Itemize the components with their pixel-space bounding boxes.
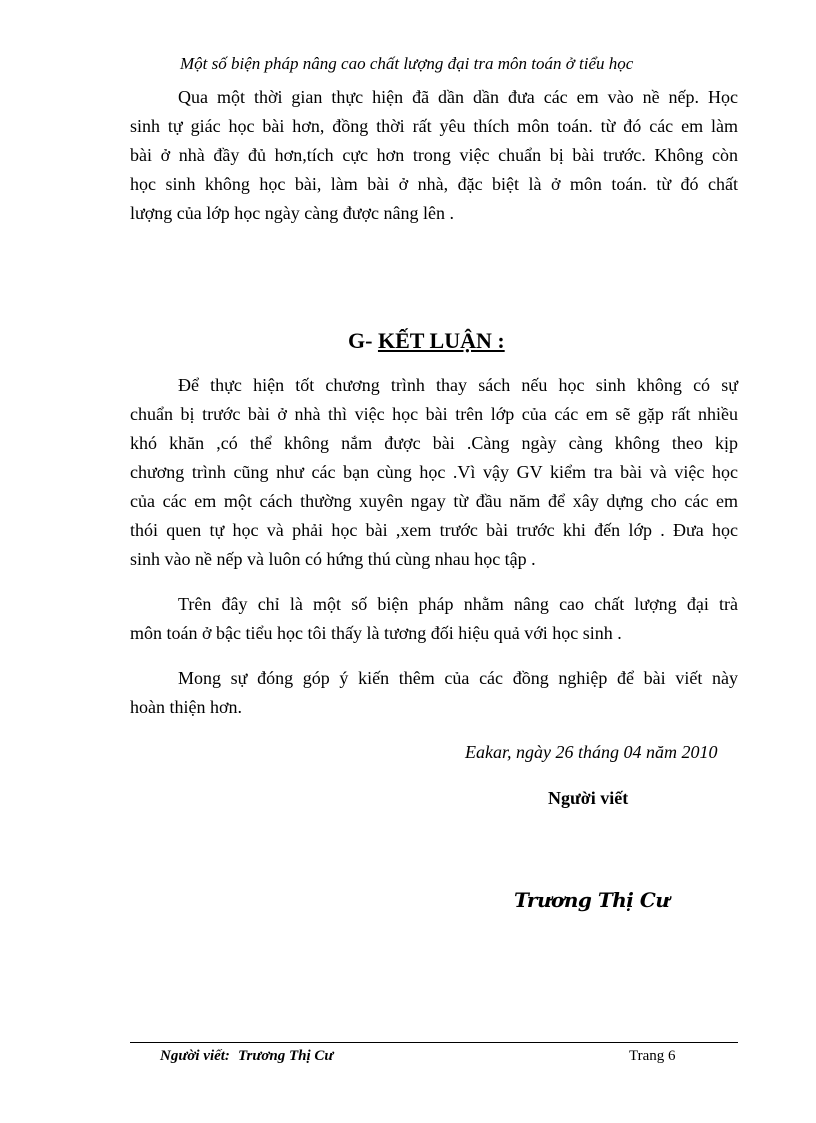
paragraph-intro — [130, 83, 738, 228]
author-label: Người viết — [548, 788, 629, 808]
text-line: chương trình cũng như các bạn cùng học .Vì vậy GV kiểm tra bài và việc học — [130, 462, 738, 482]
heading-text: KẾT LUẬN : — [377, 328, 505, 353]
section-heading — [348, 328, 505, 354]
text-line: môn toán ở bậc tiểu học tôi thấy là tương đối hiệu quả với học sinh . — [130, 623, 622, 643]
text-line: hoàn thiện hơn. — [130, 697, 242, 717]
footer-author — [160, 1048, 333, 1065]
text-line: thói quen tự học và phải học bài ,xem trước bài trước khi đến lớp . Đưa học — [130, 520, 738, 540]
text-line: Để thực hiện tốt chương trình thay sách nếu học sinh không có sự — [178, 375, 738, 395]
paragraph-request — [130, 664, 738, 722]
paragraph-conclusion — [130, 371, 738, 574]
running-header: Một số biện pháp nâng cao chất lượng đại tra môn toán ở tiểu học — [180, 54, 634, 73]
signature: Trương Thị Cư — [514, 888, 670, 912]
footer-author-label: Người viết: — [160, 1048, 230, 1064]
text-line: bài ở nhà đầy đủ hơn,tích cực hơn trong việc chuẩn bị bài trước. Không còn — [130, 145, 738, 165]
text-line: sinh tự giác học bài hơn, đồng thời rất yêu thích môn toán. từ đó các em làm — [130, 116, 738, 136]
page-number: Trang 6 — [629, 1048, 676, 1064]
text-line: Qua một thời gian thực hiện đã dần dần đưa các em vào nề nếp. Học — [178, 87, 738, 107]
paragraph-summary — [130, 590, 738, 648]
text-line: chuẩn bị trước bài ở nhà thì việc học bài trên lớp của các em sẽ gặp rất nhiều — [130, 404, 738, 424]
text-line: Trên đây chỉ là một số biện pháp nhằm nâng cao chất lượng đại trà — [178, 594, 738, 614]
footer-divider — [130, 1042, 738, 1043]
text-line: sinh vào nề nếp và luôn có hứng thú cùng nhau học tập . — [130, 549, 536, 569]
text-line: học sinh không học bài, làm bài ở nhà, đặc biệt là ở môn toán. từ đó chất — [130, 174, 738, 194]
heading-prefix: G- — [348, 328, 378, 353]
text-line: lượng của lớp học ngày càng được nâng lên . — [130, 203, 454, 223]
text-line: của các em một cách thường xuyên ngay từ đầu năm để xây dựng cho các em — [130, 491, 738, 511]
date-line: Eakar, ngày 26 tháng 04 năm 2010 — [465, 742, 718, 762]
footer-author-name: Trương Thị Cư — [237, 1048, 334, 1064]
text-line: khó khăn ,có thể không nắm được bài .Càng ngày càng không theo kịp — [130, 433, 738, 453]
text-line: Mong sự đóng góp ý kiến thêm của các đồng nghiệp để bài viết này — [178, 668, 738, 688]
